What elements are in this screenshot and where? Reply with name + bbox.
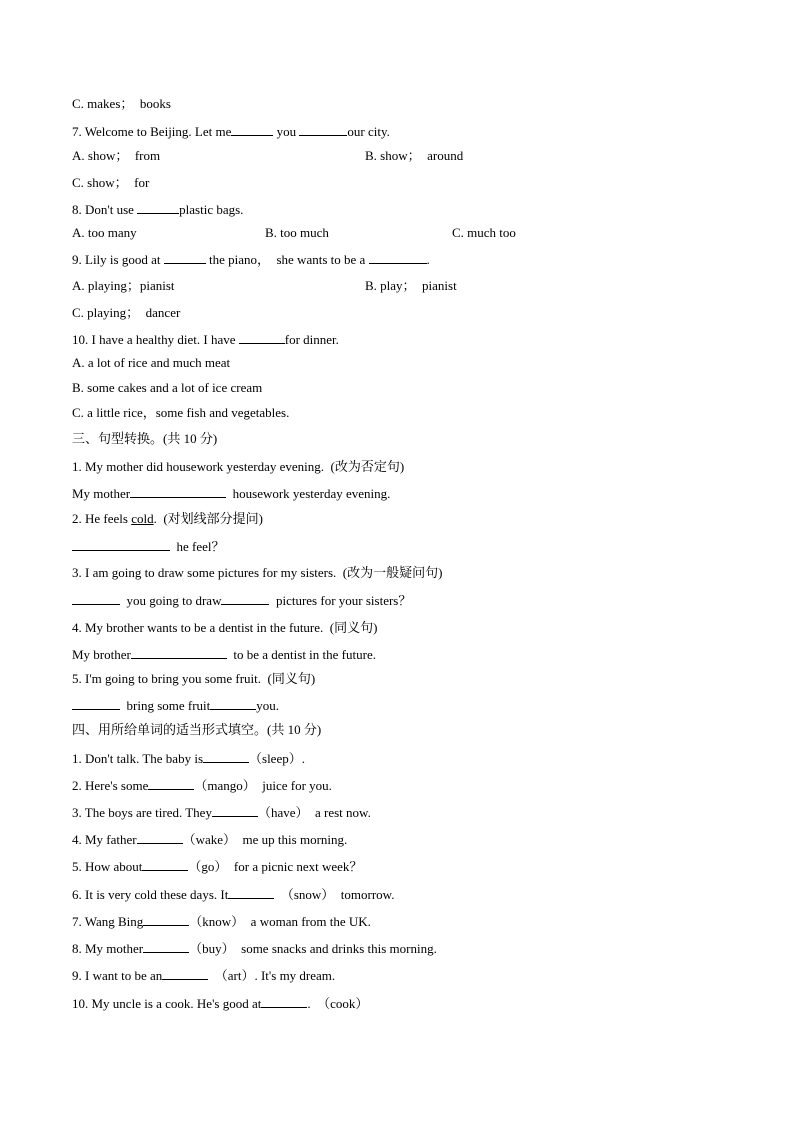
question-line: 4. My brother wants to be a dentist in the future. (同义句) <box>72 620 378 635</box>
answer-line: My mother housework yesterday evening. <box>72 486 391 501</box>
question-line: 4. My father （wake） me up this morning. <box>72 832 348 847</box>
option-line: B. too much <box>265 225 329 240</box>
section-3-title: 三、句型转换。(共 10 分) <box>72 431 218 446</box>
question-9: 9. Lily is good at the piano， she wants to be a . <box>72 252 430 267</box>
question-line: 1. My mother did housework yesterday evening. (改为否定句) <box>72 459 405 474</box>
question-line: 2. He feels cold. (对划线部分提问) <box>72 511 264 526</box>
answer-line: My brother to be a dentist in the future. <box>72 647 376 662</box>
option-line: C. much too <box>452 225 516 240</box>
answer-line: he feel？ <box>72 538 225 555</box>
section-4-title: 四、用所给单词的适当形式填空。(共 10 分) <box>72 722 322 737</box>
option-line: A. too many <box>72 225 137 240</box>
question-line: 10. My uncle is a cook. He's good at . （cook） <box>72 996 369 1011</box>
answer-line: bring some fruit you. <box>72 697 279 714</box>
question-line: 5. I'm going to bring you some fruit. (同义句) <box>72 671 316 686</box>
question-line: 3. I am going to draw some pictures for my sisters. (改为一般疑问句) <box>72 565 443 580</box>
option-line: A. playing；pianist <box>72 278 175 293</box>
question-line: 1. Don't talk. The baby is （sleep）. <box>72 751 305 766</box>
question-line: 7. Wang Bing （know） a woman from the UK. <box>72 914 371 929</box>
option-line: A. show； from <box>72 148 161 163</box>
question-line: 2. Here's some （mango） juice for you. <box>72 778 332 793</box>
option-line: A. a lot of rice and much meat <box>72 355 231 370</box>
option-line: B. some cakes and a lot of ice cream <box>72 380 263 395</box>
question-8: 8. Don't use plastic bags. <box>72 202 244 217</box>
question-line: 5. How about （go） for a picnic next week？ <box>72 859 363 874</box>
option-line: B. show； around <box>365 148 464 163</box>
question-line: 9. I want to be an （art）. It's my dream. <box>72 968 336 983</box>
question-line: 8. My mother （buy） some snacks and drinks this morning. <box>72 941 437 956</box>
option-line: C. a little rice，some fish and vegetables. <box>72 405 290 420</box>
question-line: 6. It is very cold these days. It （snow） tomorrow. <box>72 887 395 902</box>
option-line: C. playing； dancer <box>72 305 181 320</box>
question-line: 3. The boys are tired. They （have） a rest now. <box>72 805 371 820</box>
question-7: 7. Welcome to Beijing. Let me you our city. <box>72 124 390 139</box>
option-line: B. play； pianist <box>365 278 457 293</box>
question-10: 10. I have a healthy diet. I have for dinner. <box>72 332 339 347</box>
option-line: C. makes； books <box>72 96 171 111</box>
option-line: C. show； for <box>72 175 150 190</box>
answer-line: you going to draw pictures for your sisters？ <box>72 592 411 609</box>
